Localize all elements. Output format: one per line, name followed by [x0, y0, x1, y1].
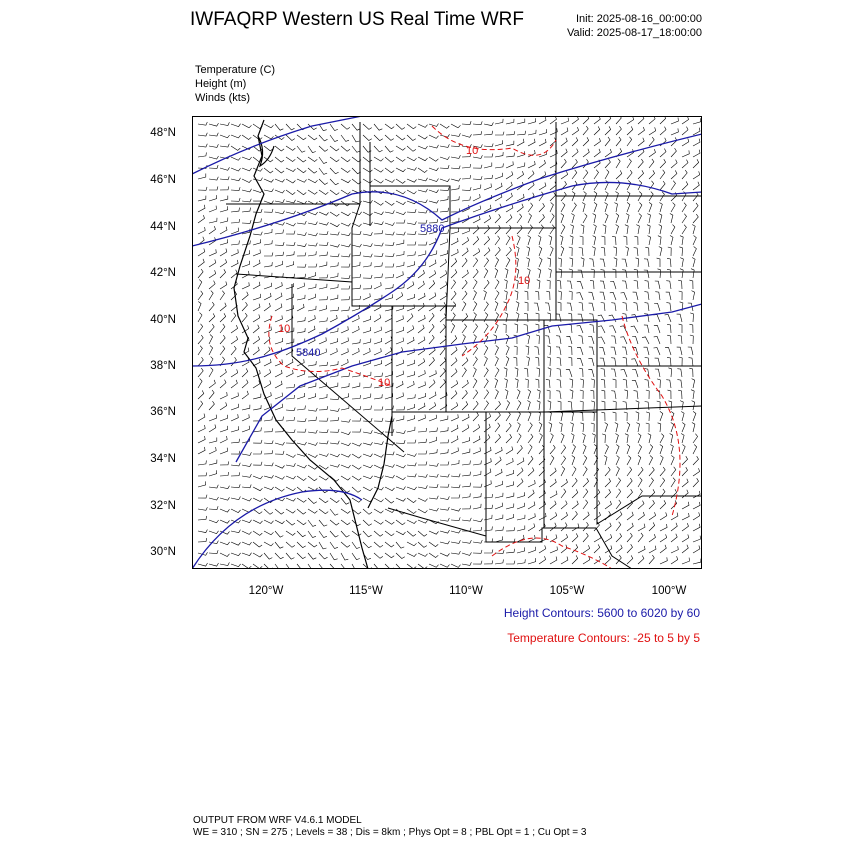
- field-label-temperature: Temperature (C): [195, 64, 276, 76]
- temperature-contour-label: 10: [518, 275, 531, 287]
- lon-label: 120°W: [248, 585, 284, 597]
- lat-label: 48°N: [150, 127, 176, 139]
- height-contour-label: 5840: [296, 347, 321, 359]
- height-contour-legend: Height Contours: 5600 to 6020 by 60: [503, 606, 700, 620]
- temperature-contours: [269, 126, 680, 569]
- temperature-contour-label: 10: [378, 377, 391, 389]
- lat-label: 36°N: [150, 406, 176, 418]
- lat-label: 38°N: [150, 360, 176, 372]
- lon-label: 100°W: [651, 585, 687, 597]
- valid-time: Valid: 2025-08-17_18:00:00: [567, 27, 702, 39]
- init-time: Init: 2025-08-16_00:00:00: [576, 13, 702, 25]
- field-label-winds: Winds (kts): [195, 92, 250, 104]
- model-info-line2: WE = 310 ; SN = 275 ; Levels = 38 ; Dis = 8km ; Phys Opt = 8 ; PBL Opt = 1 ; Cu Opt = 3: [193, 827, 587, 838]
- map-title: IWFAQRP Western US Real Time WRF: [190, 9, 524, 30]
- temperature-contour-label: 10: [466, 145, 479, 157]
- height-contour-label: 5880: [420, 223, 445, 235]
- temperature-contour-label: 10: [278, 323, 291, 335]
- lat-label: 32°N: [150, 500, 176, 512]
- lat-label: 40°N: [150, 314, 176, 326]
- field-label-height: Height (m): [195, 78, 247, 90]
- lat-label: 42°N: [150, 267, 176, 279]
- lon-label: 110°W: [449, 585, 483, 597]
- lat-label: 34°N: [150, 453, 176, 465]
- lat-label: 30°N: [150, 546, 176, 558]
- lat-label: 44°N: [150, 221, 176, 233]
- temperature-contour-legend: Temperature Contours: -25 to 5 by 5: [507, 631, 700, 645]
- lat-label: 46°N: [150, 174, 176, 186]
- model-info-line1: OUTPUT FROM WRF V4.6.1 MODEL: [193, 815, 362, 826]
- lon-label: 115°W: [349, 585, 383, 597]
- lon-label: 105°W: [549, 585, 585, 597]
- weather-map[interactable]: [192, 116, 702, 569]
- coastline: [234, 120, 392, 569]
